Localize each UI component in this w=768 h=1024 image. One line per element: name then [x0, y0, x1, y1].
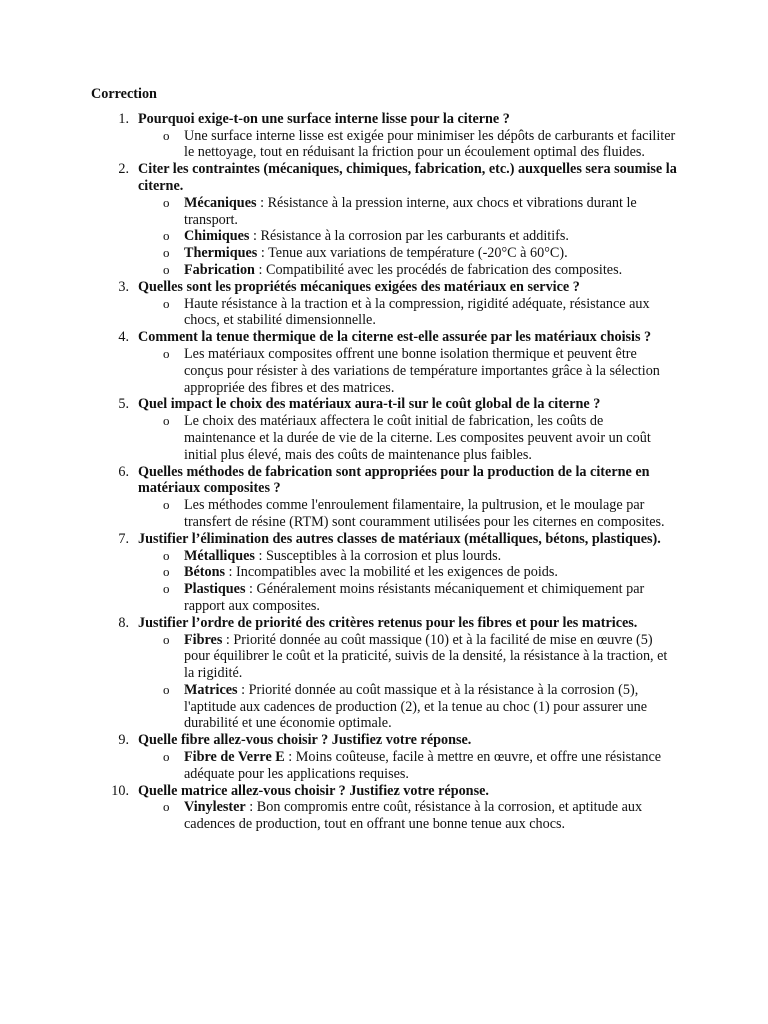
question-text: Quel impact le choix des matériaux aura-t-il sur le coût global de la citerne ? [138, 396, 601, 413]
answer-text: Priorité donnée au coût massique et à la résistance à la corrosion (5), l'aptitude aux cadences de production (2), et la tenue au choc (1) pour assurer une durabilité et une économie optimale. [184, 681, 648, 732]
answer-separator: : [245, 799, 257, 816]
hollow-circle-bullet-icon: o [163, 194, 170, 210]
answer-text: Susceptibles à la corrosion et plus lourds. [265, 547, 502, 564]
answer-term: Mécaniques [184, 194, 257, 211]
question-number: 4. [118, 329, 129, 346]
answer-item [138, 413, 678, 463]
answer-item [138, 564, 678, 581]
hollow-circle-bullet-icon: o [163, 345, 170, 361]
answer-text: Une surface interne lisse est exigée pour minimiser les dépôts de carburants et faciliter le nettoyage, tout en réduisant la friction pour un écoulement optimal des fluides. [184, 127, 676, 161]
question-item [91, 732, 678, 782]
answer-term: Thermiques [184, 245, 258, 262]
hollow-circle-bullet-icon: o [163, 749, 170, 765]
question-item [91, 161, 678, 279]
answer-text: Le choix des matériaux affectera le coût initial de fabrication, les coûts de maintenance et la durée de vie de la citerne. Les composites peuvent avoir un coût initial plus élevé, mais des coûts de maintenance plus faibles. [184, 413, 651, 463]
answer-term: Fabrication [184, 261, 255, 278]
hollow-circle-bullet-icon: o [163, 295, 170, 311]
answer-term: Plastiques [184, 581, 246, 598]
answer-text: Priorité donnée au coût massique (10) et à la facilité de mise en œuvre (5) pour équilibrer le coût et la praticité, suivis de la densité, la résistance à la traction, et la rigidité. [184, 631, 668, 682]
answer-separator: : [284, 749, 296, 766]
question-number: 6. [118, 463, 129, 480]
document-heading: Correction [91, 86, 157, 102]
question-list [91, 111, 678, 833]
answer-item [138, 195, 678, 229]
question-number: 3. [118, 278, 129, 295]
question-item [91, 464, 678, 531]
hollow-circle-bullet-icon: o [163, 799, 170, 815]
hollow-circle-bullet-icon: o [163, 681, 170, 697]
answer-list [138, 128, 678, 162]
answer-separator: : [256, 194, 268, 211]
answer-list [138, 413, 678, 463]
answer-item [138, 799, 678, 833]
answer-item [138, 581, 678, 615]
question-text: Pourquoi exige-t-on une surface interne lisse pour la citerne ? [138, 110, 510, 127]
answer-text: Les méthodes comme l'enroulement filamentaire, la pultrusion, et le moulage par transfert de résine (RTM) sont couramment utilisées pour les citernes en composites. [184, 497, 665, 530]
question-item [91, 329, 678, 396]
answer-list [138, 799, 678, 833]
question-text: Comment la tenue thermique de la citerne est-elle assurée par les matériaux choisis ? [138, 329, 652, 346]
answer-list [138, 346, 678, 396]
question-number: 5. [118, 396, 129, 413]
question-number: 8. [118, 614, 129, 631]
question-number: 7. [118, 530, 129, 547]
question-item [91, 111, 678, 161]
answer-item [138, 632, 678, 682]
answer-list [138, 296, 678, 330]
answer-term: Fibre de Verre E [184, 749, 285, 766]
answer-item [138, 228, 678, 245]
question-item [91, 396, 678, 463]
answer-list [138, 632, 678, 733]
question-item [91, 783, 678, 833]
answer-separator: : [245, 581, 257, 598]
question-item [91, 615, 678, 733]
answer-item [138, 749, 678, 783]
question-text: Quelle matrice allez-vous choisir ? Justifiez votre réponse. [138, 782, 489, 799]
answer-item [138, 497, 678, 531]
answer-term: Fibres [184, 631, 223, 648]
hollow-circle-bullet-icon: o [163, 261, 170, 277]
answer-text: Les matériaux composites offrent une bonne isolation thermique et peuvent être conçus pour résister à des variations de température importantes grâce à la sélection appropriée des fibres et des matrices. [184, 345, 660, 396]
question-item [91, 279, 678, 329]
answer-list [138, 548, 678, 615]
answer-separator: : [254, 547, 266, 564]
answer-list [138, 749, 678, 783]
question-text: Quelles méthodes de fabrication sont appropriées pour la production de la citerne en matériaux composites ? [138, 463, 650, 497]
answer-text: Résistance à la pression interne, aux chocs et vibrations durant le transport. [184, 194, 637, 228]
question-text: Quelles sont les propriétés mécaniques exigées des matériaux en service ? [138, 278, 580, 295]
answer-text: Généralement moins résistants mécaniquement et chimiquement par rapport aux composites. [184, 581, 645, 614]
answer-term: Bétons [184, 564, 225, 581]
answer-list [138, 497, 678, 531]
hollow-circle-bullet-icon: o [163, 228, 170, 244]
answer-text: Incompatibles avec la mobilité et les exigences de poids. [236, 564, 558, 581]
answer-separator: : [225, 564, 237, 581]
question-text: Citer les contraintes (mécaniques, chimiques, fabrication, etc.) auxquelles sera soumise la citerne. [138, 161, 677, 194]
question-text: Justifier l’ordre de priorité des critères retenus pour les fibres et pour les matrices. [138, 614, 638, 631]
answer-item [138, 262, 678, 279]
hollow-circle-bullet-icon: o [163, 547, 170, 563]
answer-item [138, 245, 678, 262]
question-number: 9. [118, 732, 129, 749]
answer-term: Chimiques [184, 228, 250, 245]
answer-term: Métalliques [184, 547, 255, 564]
answer-text: Résistance à la corrosion par les carburants et additifs. [260, 228, 569, 245]
hollow-circle-bullet-icon: o [163, 631, 170, 647]
answer-item [138, 682, 678, 732]
answer-separator: : [237, 681, 249, 698]
question-item [91, 531, 678, 615]
answer-term: Vinylester [184, 799, 246, 816]
answer-item [138, 128, 678, 162]
answer-text: Bon compromis entre coût, résistance à la corrosion, et aptitude aux cadences de production, tout en offrant une bonne tenue aux chocs. [184, 799, 643, 833]
hollow-circle-bullet-icon: o [163, 413, 170, 429]
hollow-circle-bullet-icon: o [163, 245, 170, 261]
answer-separator: : [249, 228, 261, 245]
question-text: Quelle fibre allez-vous choisir ? Justifiez votre réponse. [138, 732, 472, 749]
answer-term: Matrices [184, 681, 238, 698]
answer-item [138, 346, 678, 396]
answer-text: Haute résistance à la traction et à la compression, rigidité adéquate, résistance aux chocs, et stabilité dimensionnelle. [184, 295, 650, 329]
answer-text: Compatibilité avec les procédés de fabrication des composites. [265, 261, 623, 278]
answer-separator: : [222, 631, 234, 648]
hollow-circle-bullet-icon: o [163, 564, 170, 580]
hollow-circle-bullet-icon: o [163, 497, 170, 513]
answer-item [138, 548, 678, 565]
answer-text: Moins coûteuse, facile à mettre en œuvre, et offre une résistance adéquate pour les applications requises. [184, 749, 662, 782]
question-number: 10. [111, 782, 129, 799]
question-number: 1. [118, 110, 129, 127]
hollow-circle-bullet-icon: o [163, 127, 170, 143]
answer-text: Tenue aux variations de température (-20°C à 60°C). [268, 245, 568, 262]
hollow-circle-bullet-icon: o [163, 581, 170, 597]
answer-separator: : [254, 261, 266, 278]
answer-list [138, 195, 678, 279]
answer-separator: : [257, 245, 269, 262]
answer-item [138, 296, 678, 330]
question-number: 2. [118, 161, 129, 178]
question-text: Justifier l’élimination des autres classes de matériaux (métalliques, bétons, plastiques). [138, 530, 661, 547]
